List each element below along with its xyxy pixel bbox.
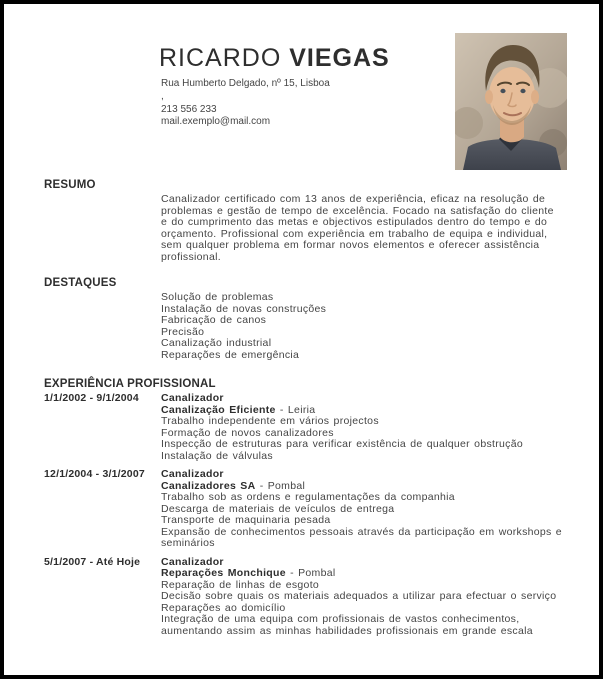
company-name: Canalização Eficiente <box>161 403 276 416</box>
list-item: Solução de problemas <box>161 291 274 303</box>
phone-number: 213 556 233 <box>161 103 217 115</box>
company-location-separator: - <box>279 403 284 416</box>
list-item: Instalação de novas construções <box>161 302 327 315</box>
company-location: Pombal <box>267 479 306 492</box>
job-bullet: Transporte de maquinaria pesada <box>161 514 331 526</box>
section-heading-resumo: RESUMO <box>44 179 96 191</box>
job-title: Canalizador <box>161 468 224 480</box>
company-location-separator: - <box>259 479 264 492</box>
resumo-text: Canalizador certificado com 13 anos de experiência, eficaz na resolução de problemas e gestão de tempo de excelência. Focado na satisfação do cliente e do cumprimento das metas e objectivos estipulados dentro do tempo e do orçamento. Profissional com experiência em trabalho de equipa e individual, sem qualquer problema em formar novos elementos e oferecer assistência profissional. <box>161 193 554 263</box>
job-dates: 5/1/2007 - Até Hoje <box>44 555 141 568</box>
email-address: mail.exemplo@mail.com <box>161 116 271 128</box>
job-company-line <box>161 568 563 580</box>
job-bullet: Reparações ao domicílio <box>161 601 286 614</box>
section-heading-destaques: DESTAQUES <box>44 277 117 289</box>
job-title: Canalizador <box>161 392 224 404</box>
job-bullet: Decisão sobre quais os materiais adequados a utilizar para efectuar o serviço <box>161 590 557 602</box>
job-bullet: Trabalho independente em vários projectos <box>161 415 379 427</box>
company-name: Reparações Monchique <box>161 567 286 579</box>
job-dates: 12/1/2004 - 3/1/2007 <box>44 468 145 480</box>
job-bullet: Integração de uma equipa com profissionais de vastos conhecimentos, aumentando assim as minhas habilidades profissionais em grande escala <box>161 613 533 637</box>
section-heading-experiencia: EXPERIÊNCIA PROFISSIONAL <box>44 378 216 390</box>
job-details <box>161 393 563 462</box>
address-line-2: , <box>161 90 164 102</box>
job-title: Canalizador <box>161 555 224 568</box>
company-location: Pombal <box>298 567 336 579</box>
experience-entry <box>4 557 599 638</box>
company-location: Leiria <box>287 403 316 416</box>
candidate-first-name: RICARDO <box>159 44 282 72</box>
job-details <box>161 557 563 638</box>
job-bullet: Trabalho sob as ordens e regulamentações da companhia <box>161 491 455 503</box>
address-line: Rua Humberto Delgado, nº 15, Lisboa <box>161 78 330 89</box>
job-bullet: Reparação de linhas de esgoto <box>161 578 320 591</box>
list-item: Fabricação de canos <box>161 314 267 326</box>
job-details <box>161 469 563 550</box>
company-name: Canalizadores SA <box>161 479 256 492</box>
experience-entry <box>4 469 599 550</box>
list-item: Reparações de emergência <box>161 348 300 361</box>
list-item: Canalização industrial <box>161 337 272 349</box>
candidate-last-name: VIEGAS <box>289 44 390 72</box>
job-bullet: Descarga de materiais de veículos de entrega <box>161 502 395 515</box>
company-location-separator: - <box>290 567 294 579</box>
job-dates: 1/1/2002 - 9/1/2004 <box>44 392 139 404</box>
job-bullet: Inspecção de estruturas para verificar existência de qualquer obstrução <box>161 438 523 450</box>
list-item: Precisão <box>161 325 205 338</box>
resume-body <box>4 4 599 644</box>
job-bullet: Instalação de válvulas <box>161 449 273 462</box>
experience-entry <box>4 393 599 462</box>
job-bullet: Expansão de conhecimentos pessoais através da participação em workshops e seminários <box>161 525 562 549</box>
job-bullet: Formação de novos canalizadores <box>161 426 334 439</box>
destaques-list <box>161 292 563 361</box>
